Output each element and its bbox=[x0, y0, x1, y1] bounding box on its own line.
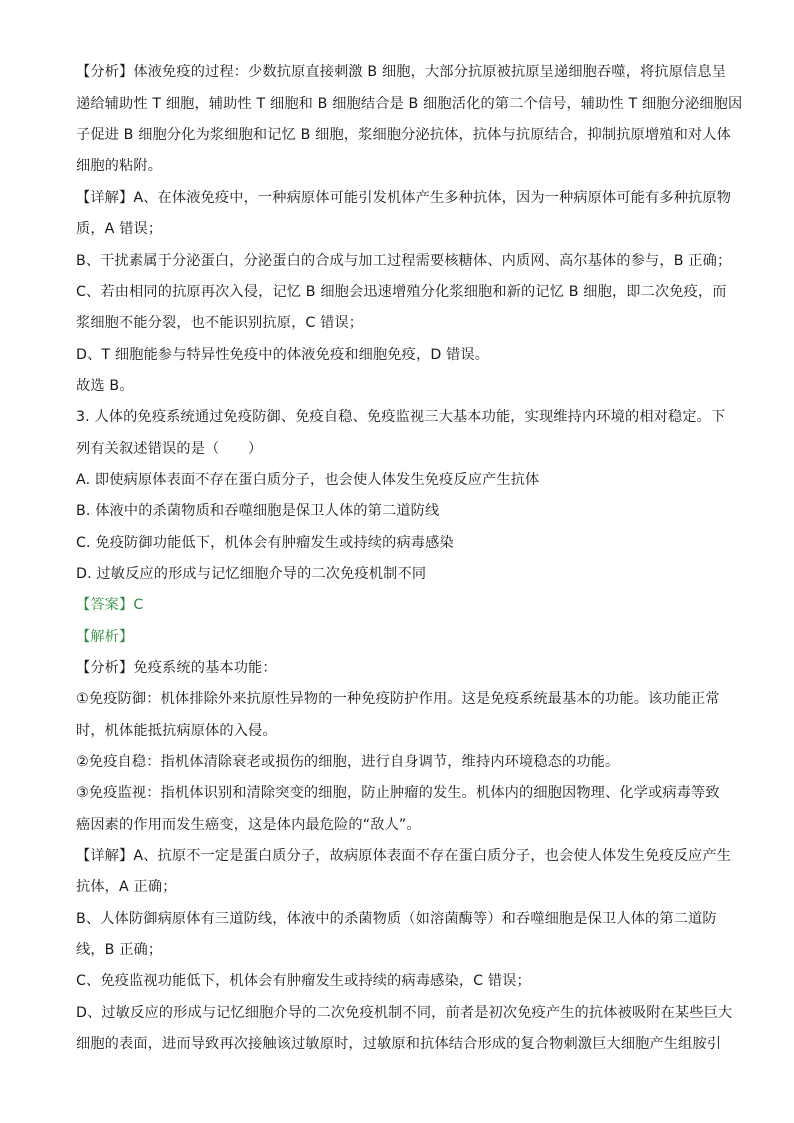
detail-paragraph-line: D、T 细胞能参与特异性免疫中的体液免疫和细胞免疫，D 错误。 bbox=[76, 347, 490, 363]
function-item-line: ①免疫防御：机体排除外来抗原性异物的一种免疫防护作用。这是免疫系统最基本的功能。该功能正常 bbox=[76, 691, 720, 707]
conclusion-line: 故选 B。 bbox=[76, 378, 134, 394]
analysis-paragraph-line: 细胞的粘附。 bbox=[76, 158, 163, 174]
option-d: D. 过敏反应的形成与记忆细胞介导的二次免疫机制不同 bbox=[76, 566, 427, 582]
option-b: B. 体液中的杀菌物质和吞噬细胞是保卫人体的第二道防线 bbox=[76, 503, 440, 519]
option-a: A. 即使病原体表面不存在蛋白质分子，也会使人体发生免疫反应产生抗体 bbox=[76, 472, 540, 488]
function-item-line: 癌因素的作用而发生癌变，这是体内最危险的“敌人”。 bbox=[76, 817, 421, 833]
question-stem-line: 3. 人体的免疫系统通过免疫防御、免疫自稳、免疫监视三大基本功能，实现维持内环境的相对稳定。下 bbox=[76, 409, 726, 425]
detail-paragraph-line: B、干扰素属于分泌蛋白，分泌蛋白的合成与加工过程需要核糖体、内质网、高尔基体的参与，B 正确； bbox=[76, 253, 732, 269]
answer-label: 【答案】C bbox=[76, 597, 144, 613]
detail-paragraph-line: 【详解】A、在体液免疫中，一种病原体可能引发机体产生多种抗体，因为一种病原体可能有多种抗原物 bbox=[76, 190, 732, 206]
detail-paragraph-line: 质，A 错误； bbox=[76, 221, 163, 237]
detail-paragraph-line: 细胞的表面，进而导致再次接触该过敏原时，过敏原和抗体结合形成的复合物刺激巨大细胞产生组胺引 bbox=[76, 1036, 722, 1052]
function-item-line: ②免疫自稳：指机体清除衰老或损伤的细胞，进行自身调节，维持内环境稳态的功能。 bbox=[76, 754, 620, 770]
detail-paragraph-line: 线，B 正确； bbox=[76, 942, 163, 958]
detail-paragraph-line: C、若由相同的抗原再次入侵，记忆 B 细胞会迅速增殖分化浆细胞和新的记忆 B 细胞，即二次免疫，而 bbox=[76, 284, 727, 300]
function-item-line: ③免疫监视：指机体识别和清除突变的细胞，防止肿瘤的发生。机体内的细胞因物理、化学或病毒等致 bbox=[76, 785, 720, 801]
detail-paragraph-line: D、过敏反应的形成与记忆细胞介导的二次免疫机制不同，前者是初次免疫产生的抗体被吸附在某些巨大 bbox=[76, 1005, 733, 1021]
function-item-line: 时，机体能抵抗病原体的入侵。 bbox=[76, 723, 277, 739]
option-c: C. 免疫防御功能低下，机体会有肿瘤发生或持续的病毒感染 bbox=[76, 535, 454, 551]
detail-paragraph-line: 浆细胞不能分裂，也不能识别抗原，C 错误； bbox=[76, 315, 364, 331]
analysis-paragraph-line: 【分析】体液免疫的过程：少数抗原直接刺激 B 细胞，大部分抗原被抗原呈递细胞吞噬，将抗原信息呈 bbox=[76, 64, 727, 80]
analysis-paragraph-line: 子促进 B 细胞分化为浆细胞和记忆 B 细胞，浆细胞分泌抗体，抗体与抗原结合，抑制抗原增殖和对人体 bbox=[76, 127, 731, 143]
analysis-paragraph-line: 递给辅助性 T 细胞，辅助性 T 细胞和 B 细胞结合是 B 细胞活化的第二个信号，辅助性 T 细胞分泌细胞因 bbox=[76, 96, 743, 112]
detail-paragraph-line: C、免疫监视功能低下，机体会有肿瘤发生或持续的病毒感染，C 错误； bbox=[76, 973, 531, 989]
detail-paragraph-line: 【详解】A、抗原不一定是蛋白质分子，故病原体表面不存在蛋白质分子，也会使人体发生免疫反应产生 bbox=[76, 848, 732, 864]
explanation-label: 【解析】 bbox=[76, 629, 134, 645]
detail-paragraph-line: B、人体防御病原体有三道防线，体液中的杀菌物质（如溶菌酶等）和吞噬细胞是保卫人体的第二道防 bbox=[76, 911, 717, 927]
question-stem-line: 列有关叙述错误的是（ ） bbox=[76, 441, 263, 457]
detail-paragraph-line: 抗体，A 正确； bbox=[76, 879, 177, 895]
analysis-heading-line: 【分析】免疫系统的基本功能： bbox=[76, 660, 277, 676]
